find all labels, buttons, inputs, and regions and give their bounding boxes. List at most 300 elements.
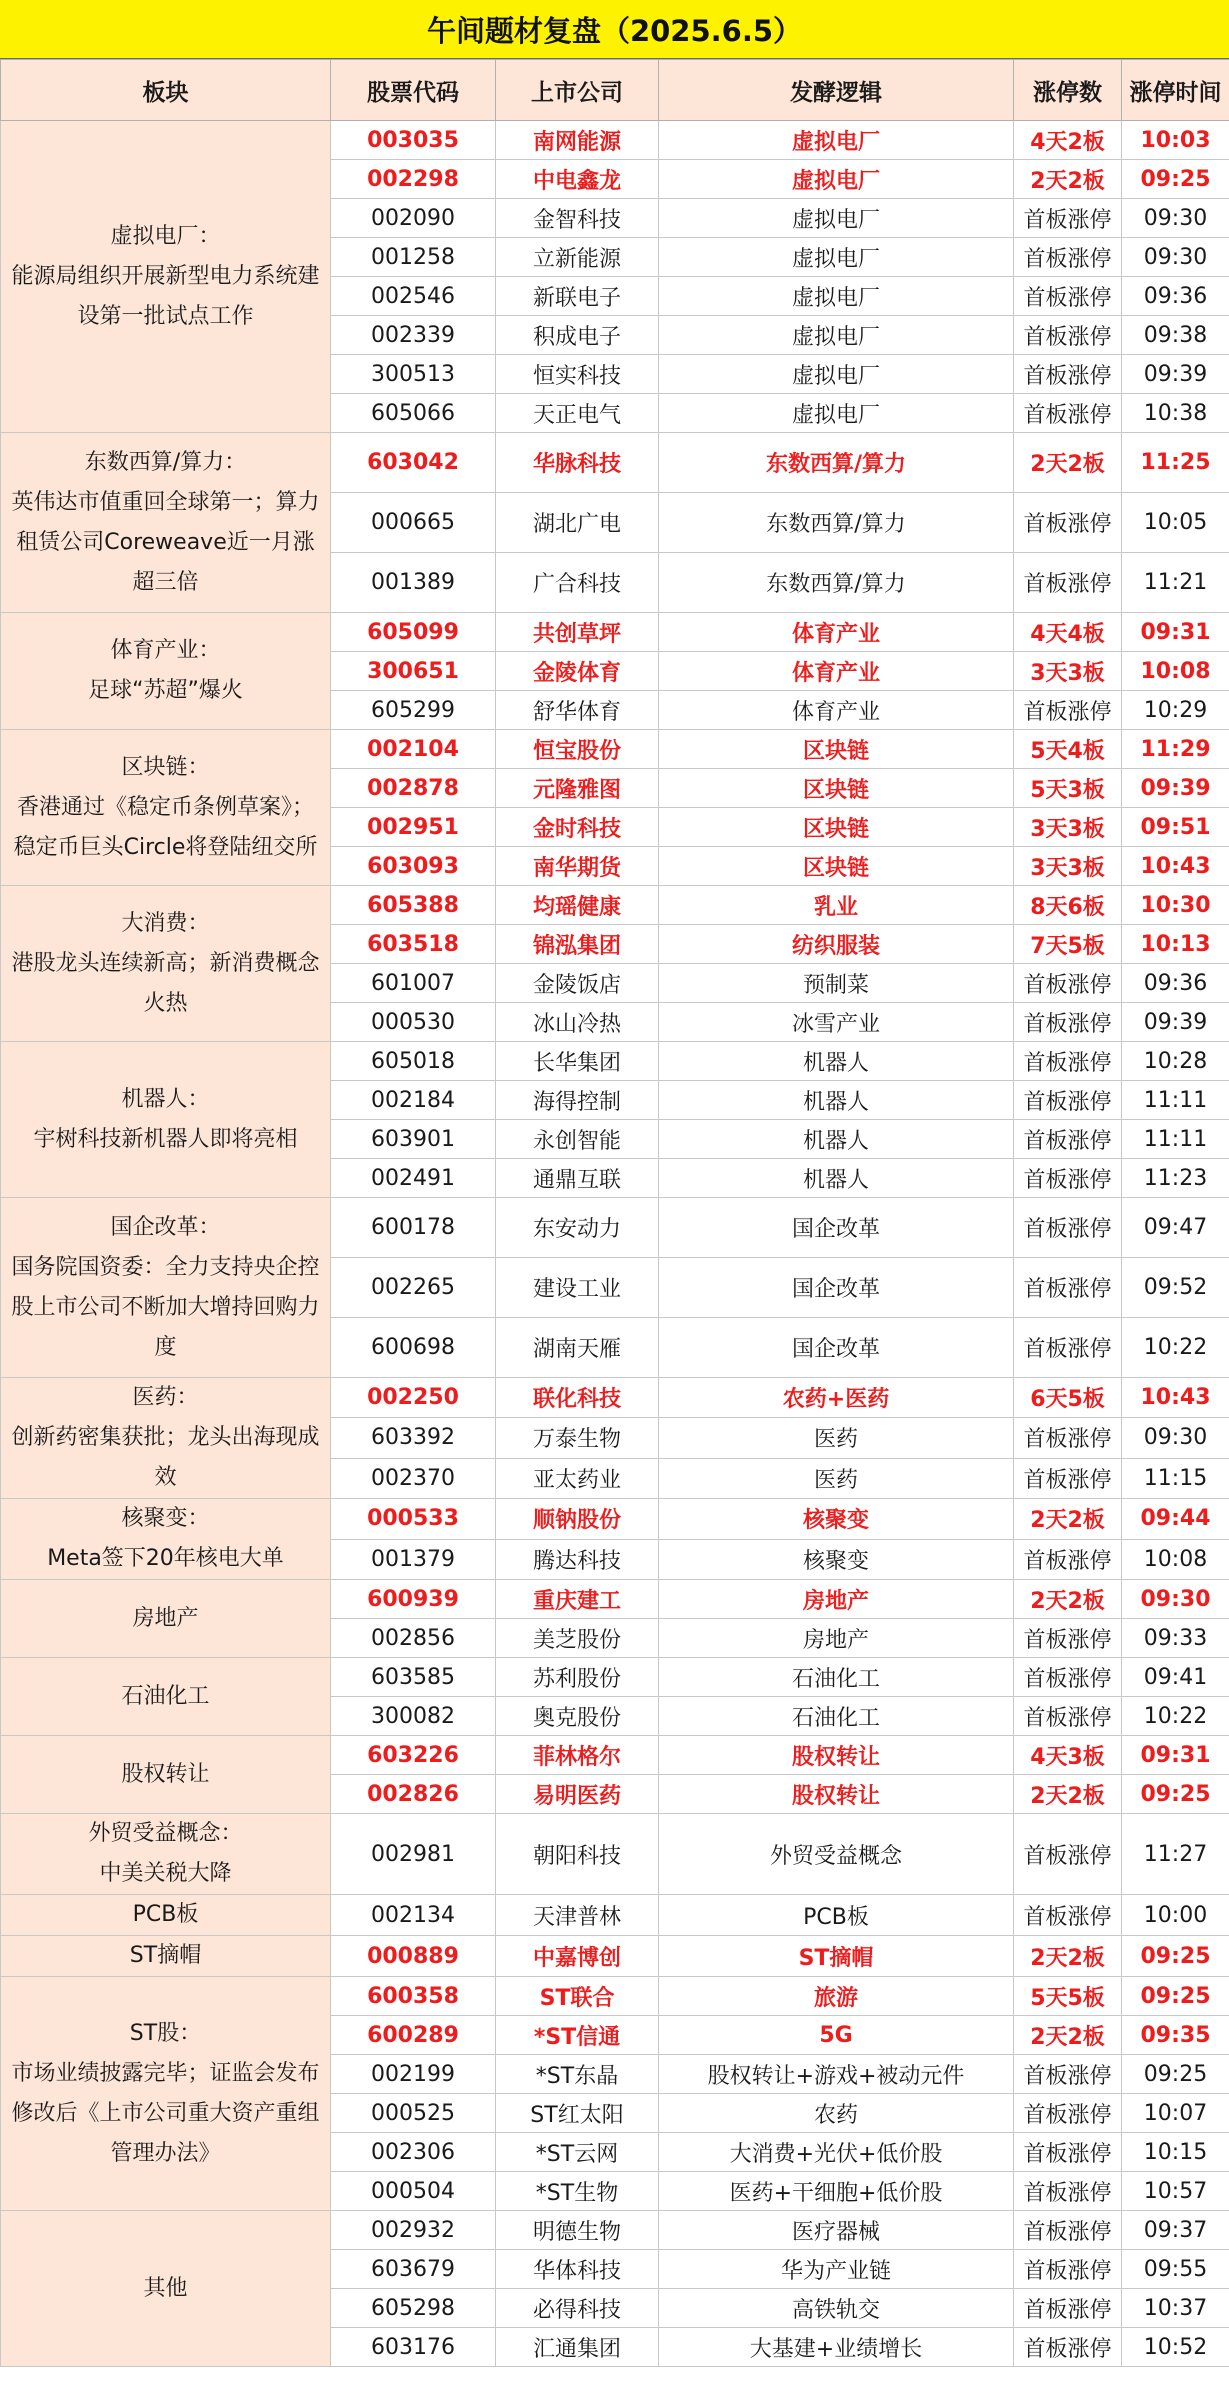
stock-code-cell: 300651: [331, 652, 496, 691]
limit-count-cell: 3天3板: [1014, 808, 1122, 847]
sector-name: 房地产: [132, 1605, 199, 1631]
logic-cell: 东数西算/算力: [659, 493, 1014, 553]
logic-cell: 房地产: [659, 1580, 1014, 1619]
sector-name: 外贸受益概念：: [88, 1821, 243, 1846]
limit-time-cell: 09:30: [1122, 199, 1229, 238]
stock-code-cell: 600939: [331, 1580, 496, 1619]
limit-time-cell: 09:25: [1122, 1936, 1229, 1977]
company-cell: 必得科技: [496, 2289, 659, 2328]
limit-count-cell: 首板涨停: [1014, 2133, 1122, 2172]
limit-count-cell: 首板涨停: [1014, 1081, 1122, 1120]
limit-count-cell: 3天3板: [1014, 847, 1122, 886]
limit-time-cell: 10:08: [1122, 1539, 1229, 1580]
logic-cell: 医药+干细胞+低价股: [659, 2172, 1014, 2211]
stock-code-cell: 601007: [331, 964, 496, 1003]
company-cell: 奥克股份: [496, 1697, 659, 1736]
limit-time-cell: 11:23: [1122, 1159, 1229, 1198]
logic-cell: 虚拟电厂: [659, 199, 1014, 238]
stock-code-cell: 000665: [331, 493, 496, 553]
logic-cell: 旅游: [659, 1977, 1014, 2016]
stock-code-cell: 000525: [331, 2094, 496, 2133]
stock-code-cell: 002104: [331, 730, 496, 769]
logic-cell: 大基建+业绩增长: [659, 2328, 1014, 2367]
limit-time-cell: 10:52: [1122, 2328, 1229, 2367]
company-cell: *ST云网: [496, 2133, 659, 2172]
sector-name: 股权转让: [121, 1761, 210, 1787]
sector-name: ST摘帽: [129, 1943, 202, 1968]
limit-time-cell: 10:13: [1122, 925, 1229, 964]
limit-time-cell: 09:38: [1122, 316, 1229, 355]
stock-code-cell: 000533: [331, 1499, 496, 1540]
stock-code-cell: 300082: [331, 1697, 496, 1736]
limit-count-cell: 首板涨停: [1014, 2289, 1122, 2328]
limit-time-cell: 10:57: [1122, 2172, 1229, 2211]
sector-cell: [1, 1378, 331, 1499]
stock-code-cell: 002932: [331, 2211, 496, 2250]
logic-cell: 机器人: [659, 1120, 1014, 1159]
company-cell: 联化科技: [496, 1378, 659, 1418]
limit-count-cell: 首板涨停: [1014, 2328, 1122, 2367]
logic-cell: 石油化工: [659, 1697, 1014, 1736]
sector-name: 核聚变：: [121, 1506, 210, 1531]
sector-name: 机器人：: [121, 1086, 210, 1112]
limit-count-cell: 8天6板: [1014, 886, 1122, 925]
company-cell: 南网能源: [496, 121, 659, 160]
limit-time-cell: 10:15: [1122, 2133, 1229, 2172]
stock-code-cell: 603042: [331, 433, 496, 493]
stock-code-cell: 001379: [331, 1539, 496, 1580]
company-cell: 中嘉博创: [496, 1936, 659, 1977]
logic-cell: 虚拟电厂: [659, 316, 1014, 355]
logic-cell: 乳业: [659, 886, 1014, 925]
stock-code-cell: 003035: [331, 121, 496, 160]
logic-cell: 核聚变: [659, 1539, 1014, 1580]
limit-count-cell: 2天2板: [1014, 1580, 1122, 1619]
limit-time-cell: 10:03: [1122, 121, 1229, 160]
limit-count-cell: 2天2板: [1014, 1775, 1122, 1814]
company-cell: 南华期货: [496, 847, 659, 886]
company-cell: 广合科技: [496, 553, 659, 613]
limit-time-cell: 10:43: [1122, 847, 1229, 886]
limit-count-cell: 首板涨停: [1014, 1895, 1122, 1936]
limit-time-cell: 10:29: [1122, 691, 1229, 730]
stock-code-cell: 603679: [331, 2250, 496, 2289]
logic-cell: 东数西算/算力: [659, 553, 1014, 613]
limit-time-cell: 10:05: [1122, 493, 1229, 553]
limit-count-cell: 首板涨停: [1014, 1003, 1122, 1042]
stock-code-cell: 002546: [331, 277, 496, 316]
limit-time-cell: 10:43: [1122, 1378, 1229, 1418]
company-cell: 立新能源: [496, 238, 659, 277]
table-row: [1, 1198, 1229, 1258]
sector-description: 足球“苏超”爆火: [88, 678, 243, 703]
logic-cell: 大消费+光伏+低价股: [659, 2133, 1014, 2172]
logic-cell: 农药+医药: [659, 1378, 1014, 1418]
sector-cell: [1, 1499, 331, 1580]
limit-time-cell: 09:33: [1122, 1619, 1229, 1658]
company-cell: 亚太药业: [496, 1458, 659, 1498]
limit-count-cell: 首板涨停: [1014, 1814, 1122, 1895]
limit-count-cell: 首板涨停: [1014, 2094, 1122, 2133]
limit-count-cell: 首板涨停: [1014, 277, 1122, 316]
company-cell: 新联电子: [496, 277, 659, 316]
limit-count-cell: 2天2板: [1014, 1499, 1122, 1540]
sector-cell: [1, 1658, 331, 1736]
limit-count-cell: 4天4板: [1014, 613, 1122, 652]
limit-time-cell: 11:29: [1122, 730, 1229, 769]
company-cell: 汇通集团: [496, 2328, 659, 2367]
table-row: [1, 2211, 1229, 2250]
company-cell: 腾达科技: [496, 1539, 659, 1580]
stock-code-cell: 002878: [331, 769, 496, 808]
logic-cell: 东数西算/算力: [659, 433, 1014, 493]
logic-cell: 区块链: [659, 847, 1014, 886]
sector-description: 市场业绩披露完毕；证监会发布修改后《上市公司重大资产重组管理办法》: [11, 2060, 320, 2166]
stock-code-cell: 002370: [331, 1458, 496, 1498]
logic-cell: 区块链: [659, 808, 1014, 847]
limit-count-cell: 7天5板: [1014, 925, 1122, 964]
stock-code-cell: 603901: [331, 1120, 496, 1159]
logic-cell: 医药: [659, 1418, 1014, 1458]
company-cell: 金时科技: [496, 808, 659, 847]
company-cell: 易明医药: [496, 1775, 659, 1814]
company-cell: 恒宝股份: [496, 730, 659, 769]
limit-time-cell: 09:25: [1122, 1775, 1229, 1814]
company-cell: 建设工业: [496, 1258, 659, 1318]
logic-cell: 股权转让+游戏+被动元件: [659, 2055, 1014, 2094]
stock-code-cell: 002199: [331, 2055, 496, 2094]
stock-code-cell: 605066: [331, 394, 496, 433]
stock-code-cell: 603093: [331, 847, 496, 886]
logic-cell: 体育产业: [659, 691, 1014, 730]
stock-code-cell: 600698: [331, 1318, 496, 1378]
logic-cell: 5G: [659, 2016, 1014, 2055]
company-cell: 美芝股份: [496, 1619, 659, 1658]
limit-count-cell: 首板涨停: [1014, 2055, 1122, 2094]
table-row: [1, 433, 1229, 493]
table-row: [1, 886, 1229, 925]
table-row: [1, 1378, 1229, 1418]
logic-cell: 国企改革: [659, 1198, 1014, 1258]
limit-time-cell: 10:22: [1122, 1697, 1229, 1736]
header-logic: 发酵逻辑: [659, 60, 1014, 121]
sector-cell: [1, 1198, 331, 1378]
company-cell: 湖北广电: [496, 493, 659, 553]
sector-cell: [1, 730, 331, 886]
limit-count-cell: 首板涨停: [1014, 2211, 1122, 2250]
limit-time-cell: 09:30: [1122, 238, 1229, 277]
company-cell: 通鼎互联: [496, 1159, 659, 1198]
table-row: [1, 1042, 1229, 1081]
stock-code-cell: 000889: [331, 1936, 496, 1977]
table-body: [1, 121, 1229, 2367]
stock-code-cell: 605388: [331, 886, 496, 925]
limit-count-cell: 3天3板: [1014, 652, 1122, 691]
limit-time-cell: 09:30: [1122, 1418, 1229, 1458]
company-cell: 中电鑫龙: [496, 160, 659, 199]
stock-code-cell: 600178: [331, 1198, 496, 1258]
limit-time-cell: 10:30: [1122, 886, 1229, 925]
logic-cell: 虚拟电厂: [659, 394, 1014, 433]
logic-cell: 体育产业: [659, 652, 1014, 691]
limit-count-cell: 首板涨停: [1014, 1318, 1122, 1378]
limit-count-cell: 5天4板: [1014, 730, 1122, 769]
limit-count-cell: 首板涨停: [1014, 493, 1122, 553]
limit-time-cell: 11:27: [1122, 1814, 1229, 1895]
limit-time-cell: 10:37: [1122, 2289, 1229, 2328]
header-limit-count: 涨停数: [1014, 60, 1122, 121]
limit-time-cell: 10:07: [1122, 2094, 1229, 2133]
stock-code-cell: 002826: [331, 1775, 496, 1814]
stock-code-cell: 002306: [331, 2133, 496, 2172]
table-row: [1, 1895, 1229, 1936]
sector-name: PCB板: [132, 1902, 199, 1927]
limit-time-cell: 09:39: [1122, 769, 1229, 808]
limit-time-cell: 09:25: [1122, 160, 1229, 199]
table-row: [1, 1814, 1229, 1895]
limit-time-cell: 09:31: [1122, 613, 1229, 652]
limit-time-cell: 09:39: [1122, 355, 1229, 394]
logic-cell: 虚拟电厂: [659, 277, 1014, 316]
limit-count-cell: 首板涨停: [1014, 1458, 1122, 1498]
company-cell: 华脉科技: [496, 433, 659, 493]
limit-time-cell: 09:52: [1122, 1258, 1229, 1318]
logic-cell: 核聚变: [659, 1499, 1014, 1540]
logic-cell: 医疗器械: [659, 2211, 1014, 2250]
company-cell: ST红太阳: [496, 2094, 659, 2133]
limit-count-cell: 首板涨停: [1014, 1418, 1122, 1458]
logic-cell: 农药: [659, 2094, 1014, 2133]
company-cell: 天津普林: [496, 1895, 659, 1936]
company-cell: 永创智能: [496, 1120, 659, 1159]
company-cell: 锦泓集团: [496, 925, 659, 964]
company-cell: 东安动力: [496, 1198, 659, 1258]
company-cell: 金陵饭店: [496, 964, 659, 1003]
stock-code-cell: 300513: [331, 355, 496, 394]
company-cell: *ST信通: [496, 2016, 659, 2055]
company-cell: 舒华体育: [496, 691, 659, 730]
logic-cell: 华为产业链: [659, 2250, 1014, 2289]
logic-cell: 国企改革: [659, 1318, 1014, 1378]
sector-cell: [1, 1042, 331, 1198]
limit-count-cell: 首板涨停: [1014, 964, 1122, 1003]
sector-name: 国企改革：: [110, 1214, 221, 1240]
sector-name: 虚拟电厂：: [110, 223, 221, 249]
logic-cell: PCB板: [659, 1895, 1014, 1936]
logic-cell: 虚拟电厂: [659, 355, 1014, 394]
sector-description: 英伟达市值重回全球第一；算力租赁公司Coreweave近一月涨超三倍: [11, 489, 320, 595]
limit-count-cell: 2天2板: [1014, 1936, 1122, 1977]
limit-time-cell: 10:08: [1122, 652, 1229, 691]
limit-time-cell: 09:41: [1122, 1658, 1229, 1697]
stock-code-cell: 000530: [331, 1003, 496, 1042]
logic-cell: 冰雪产业: [659, 1003, 1014, 1042]
limit-time-cell: 09:25: [1122, 1977, 1229, 2016]
sector-name: 体育产业：: [110, 638, 221, 663]
limit-count-cell: 4天3板: [1014, 1736, 1122, 1775]
limit-count-cell: 首板涨停: [1014, 199, 1122, 238]
limit-count-cell: 2天2板: [1014, 433, 1122, 493]
sector-description: 创新药密集获批；龙头出海现成效: [11, 1425, 320, 1490]
company-cell: 湖南天雁: [496, 1318, 659, 1378]
limit-count-cell: 首板涨停: [1014, 1619, 1122, 1658]
stock-code-cell: 002134: [331, 1895, 496, 1936]
sector-name: 其他: [143, 2275, 188, 2301]
limit-time-cell: 11:25: [1122, 433, 1229, 493]
logic-cell: ST摘帽: [659, 1936, 1014, 1977]
stock-code-cell: 001389: [331, 553, 496, 613]
company-cell: 积成电子: [496, 316, 659, 355]
limit-time-cell: 09:55: [1122, 2250, 1229, 2289]
company-cell: 万泰生物: [496, 1418, 659, 1458]
limit-count-cell: 首板涨停: [1014, 238, 1122, 277]
limit-time-cell: 09:37: [1122, 2211, 1229, 2250]
logic-cell: 区块链: [659, 769, 1014, 808]
logic-cell: 虚拟电厂: [659, 238, 1014, 277]
logic-cell: 国企改革: [659, 1258, 1014, 1318]
limit-time-cell: 11:15: [1122, 1458, 1229, 1498]
limit-count-cell: 首板涨停: [1014, 355, 1122, 394]
limit-time-cell: 09:51: [1122, 808, 1229, 847]
company-cell: 朝阳科技: [496, 1814, 659, 1895]
limit-count-cell: 2天2板: [1014, 160, 1122, 199]
company-cell: 天正电气: [496, 394, 659, 433]
logic-cell: 医药: [659, 1458, 1014, 1498]
sector-name: 大消费：: [121, 910, 210, 936]
limit-time-cell: 09:44: [1122, 1499, 1229, 1540]
sector-description: 宇树科技新机器人即将亮相: [33, 1126, 298, 1152]
limit-time-cell: 09:30: [1122, 1580, 1229, 1619]
sector-cell: [1, 1977, 331, 2211]
sector-name: 东数西算/算力：: [84, 449, 247, 475]
sector-name: ST股：: [129, 2020, 202, 2046]
table-row: [1, 1977, 1229, 2016]
stock-code-cell: 603176: [331, 2328, 496, 2367]
company-cell: 长华集团: [496, 1042, 659, 1081]
stock-code-cell: 605298: [331, 2289, 496, 2328]
company-cell: 均瑶健康: [496, 886, 659, 925]
limit-time-cell: 10:38: [1122, 394, 1229, 433]
stock-code-cell: 002265: [331, 1258, 496, 1318]
stock-code-cell: 605299: [331, 691, 496, 730]
limit-time-cell: 11:11: [1122, 1120, 1229, 1159]
logic-cell: 纺织服装: [659, 925, 1014, 964]
company-cell: ST联合: [496, 1977, 659, 2016]
limit-time-cell: 09:25: [1122, 2055, 1229, 2094]
limit-time-cell: 09:31: [1122, 1736, 1229, 1775]
logic-cell: 石油化工: [659, 1658, 1014, 1697]
limit-count-cell: 首板涨停: [1014, 2250, 1122, 2289]
limit-time-cell: 09:47: [1122, 1198, 1229, 1258]
limit-time-cell: 11:21: [1122, 553, 1229, 613]
stock-code-cell: 002951: [331, 808, 496, 847]
table-header-row: [1, 60, 1229, 121]
limit-count-cell: 首板涨停: [1014, 1539, 1122, 1580]
stock-code-cell: 002090: [331, 199, 496, 238]
limit-up-table: [0, 59, 1229, 2367]
limit-count-cell: 6天5板: [1014, 1378, 1122, 1418]
logic-cell: 体育产业: [659, 613, 1014, 652]
stock-code-cell: 600358: [331, 1977, 496, 2016]
limit-count-cell: 首板涨停: [1014, 394, 1122, 433]
logic-cell: 虚拟电厂: [659, 121, 1014, 160]
stock-code-cell: 603585: [331, 1658, 496, 1697]
limit-time-cell: 10:00: [1122, 1895, 1229, 1936]
company-cell: 金智科技: [496, 199, 659, 238]
company-cell: 苏利股份: [496, 1658, 659, 1697]
sector-cell: [1, 1814, 331, 1895]
limit-time-cell: 09:39: [1122, 1003, 1229, 1042]
company-cell: 顺钠股份: [496, 1499, 659, 1540]
limit-count-cell: 首板涨停: [1014, 1120, 1122, 1159]
company-cell: 菲林格尔: [496, 1736, 659, 1775]
sector-description: 能源局组织开展新型电力系统建设第一批试点工作: [11, 263, 320, 329]
stock-code-cell: 002298: [331, 160, 496, 199]
company-cell: 华体科技: [496, 2250, 659, 2289]
company-cell: *ST生物: [496, 2172, 659, 2211]
limit-count-cell: 5天3板: [1014, 769, 1122, 808]
logic-cell: 区块链: [659, 730, 1014, 769]
sector-cell: [1, 1580, 331, 1658]
table-row: [1, 1936, 1229, 1977]
table-row: [1, 1580, 1229, 1619]
sector-description: 国务院国资委：全力支持央企控股上市公司不断加大增持回购力度: [11, 1254, 320, 1360]
sector-cell: [1, 886, 331, 1042]
sector-cell: [1, 433, 331, 613]
stock-code-cell: 603518: [331, 925, 496, 964]
limit-count-cell: 2天2板: [1014, 2016, 1122, 2055]
table-row: [1, 1736, 1229, 1775]
limit-time-cell: 10:22: [1122, 1318, 1229, 1378]
sector-description: 香港通过《稳定币条例草案》；稳定币巨头Circle将登陆纽交所: [13, 794, 318, 860]
company-cell: 恒实科技: [496, 355, 659, 394]
stock-code-cell: 000504: [331, 2172, 496, 2211]
logic-cell: 机器人: [659, 1081, 1014, 1120]
sector-description: Meta签下20年核电大单: [47, 1546, 284, 1571]
table-row: [1, 1499, 1229, 1540]
stock-code-cell: 605099: [331, 613, 496, 652]
stock-code-cell: 002184: [331, 1081, 496, 1120]
sector-cell: [1, 2211, 331, 2367]
sector-name: 石油化工: [121, 1683, 210, 1709]
company-cell: *ST东晶: [496, 2055, 659, 2094]
header-sector: 板块: [1, 60, 331, 121]
table-row: [1, 730, 1229, 769]
logic-cell: 外贸受益概念: [659, 1814, 1014, 1895]
logic-cell: 高铁轨交: [659, 2289, 1014, 2328]
logic-cell: 预制菜: [659, 964, 1014, 1003]
logic-cell: 机器人: [659, 1159, 1014, 1198]
limit-time-cell: 10:28: [1122, 1042, 1229, 1081]
sector-cell: [1, 1895, 331, 1936]
limit-count-cell: 首板涨停: [1014, 1159, 1122, 1198]
stock-code-cell: 002250: [331, 1378, 496, 1418]
limit-time-cell: 09:36: [1122, 277, 1229, 316]
limit-time-cell: 09:36: [1122, 964, 1229, 1003]
company-cell: 共创草坪: [496, 613, 659, 652]
table-row: [1, 1658, 1229, 1697]
sector-cell: [1, 1736, 331, 1814]
limit-count-cell: 5天5板: [1014, 1977, 1122, 2016]
limit-count-cell: 首板涨停: [1014, 553, 1122, 613]
sector-description: 中美关税大降: [99, 1861, 232, 1886]
header-stock-code: 股票代码: [331, 60, 496, 121]
limit-time-cell: 09:35: [1122, 2016, 1229, 2055]
logic-cell: 股权转让: [659, 1736, 1014, 1775]
stock-code-cell: 603392: [331, 1418, 496, 1458]
limit-time-cell: 11:11: [1122, 1081, 1229, 1120]
sector-description: 港股龙头连续新高；新消费概念火热: [11, 950, 320, 1016]
